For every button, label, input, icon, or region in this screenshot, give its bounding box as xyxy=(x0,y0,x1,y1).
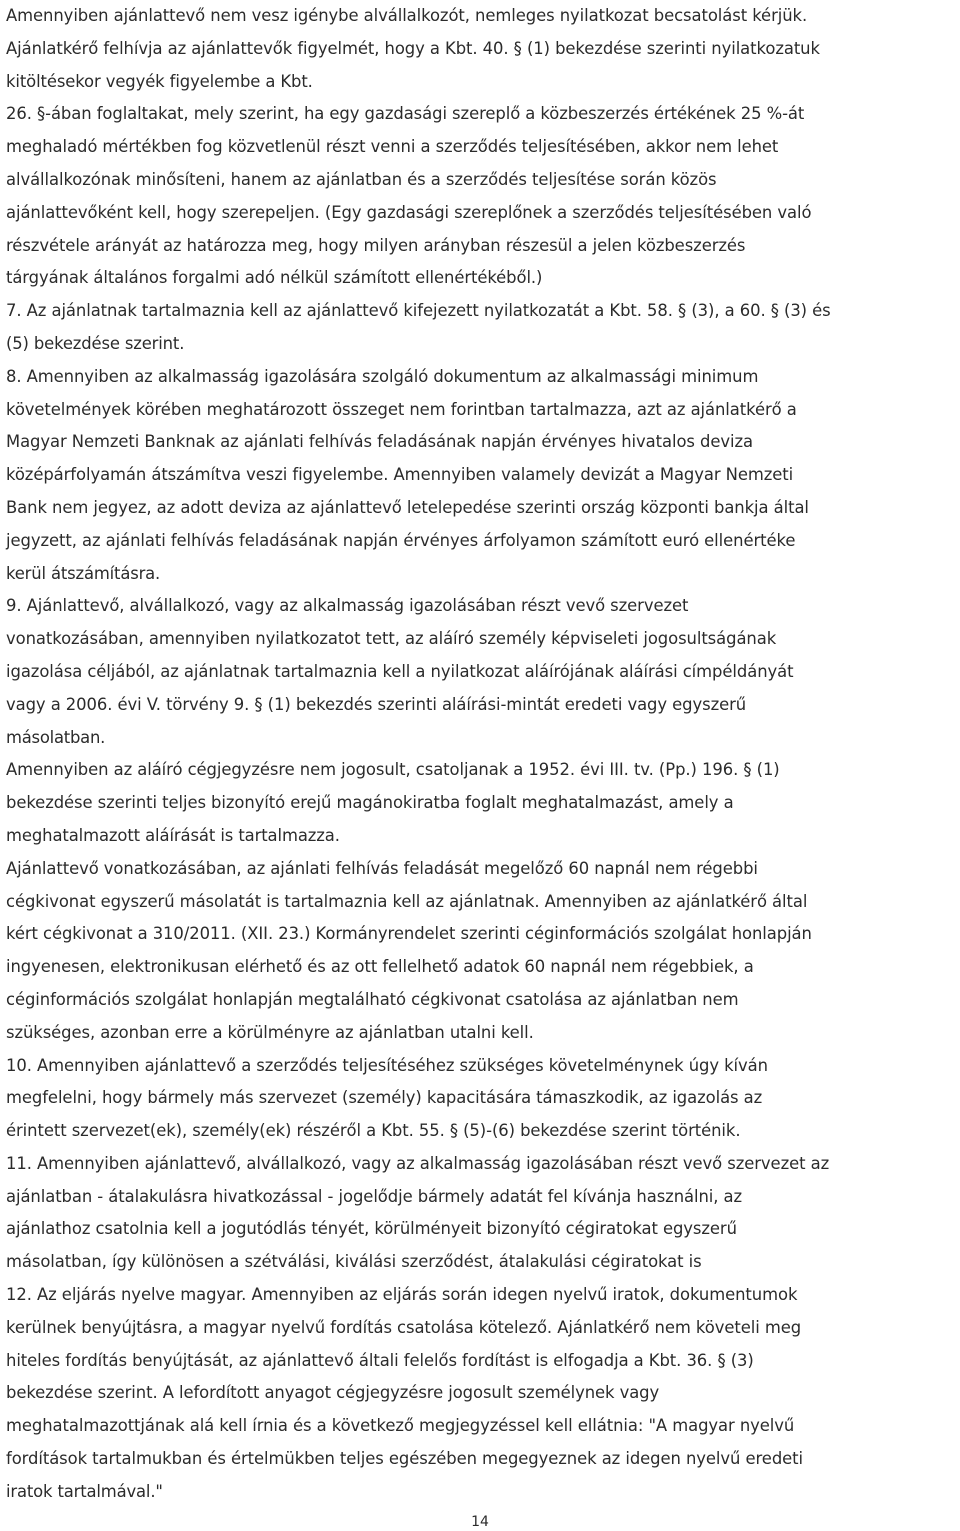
text-line: meghaladó mértékben fog közvetlenül részt venni a szerződés teljesítésében, akkor nem lehet xyxy=(6,137,779,157)
text-line: meghatalmazottjának alá kell írnia és a következő megjegyzéssel kell ellátnia: "A magyar nyelvű xyxy=(6,1416,795,1436)
text-line: vonatkozásában, amennyiben nyilatkozatot tett, az aláíró személy képviseleti jogosultságának xyxy=(6,629,777,649)
text-line: 26. §-ában foglaltakat, mely szerint, ha egy gazdasági szereplő a közbeszerzés értékének 25 %-át xyxy=(6,104,805,124)
text-line: 12. Az eljárás nyelve magyar. Amennyiben az eljárás során idegen nyelvű iratok, dokumentumok xyxy=(6,1285,798,1305)
text-line: másolatban, így különösen a szétválási, kiválási szerződést, átalakulási cégiratokat is xyxy=(6,1252,702,1272)
text-line: jegyzett, az ajánlati felhívás feladásának napján érvényes árfolyamon számított euró ellenértéke xyxy=(6,530,796,550)
text-line: alvállalkozónak minősíteni, hanem az ajánlatban és a szerződés teljesítése során közös xyxy=(6,169,717,189)
text-line: Amennyiben az aláíró cégjegyzésre nem jogosult, csatoljanak a 1952. évi III. tv. (Pp.) 196. § (1) xyxy=(6,760,780,780)
text-line: Ajánlatkérő felhívja az ajánlattevők figyelmét, hogy a Kbt. 40. § (1) bekezdése szerinti nyilatkozatuk xyxy=(6,38,820,58)
text-line: tárgyának általános forgalmi adó nélkül számított ellenértékéből.) xyxy=(6,268,543,288)
page-number: 14 xyxy=(471,1514,489,1530)
text-line: ajánlatban - átalakulásra hivatkozással - jogelődje bármely adatát fel kívánja használni, az xyxy=(6,1186,743,1206)
text-line: céginformációs szolgálat honlapján megtalálható cégkivonat csatolása az ajánlatban nem xyxy=(6,989,739,1009)
text-line: 8. Amennyiben az alkalmasság igazolására szolgáló dokumentum az alkalmassági minimum xyxy=(6,366,759,386)
text-line: vagy a 2006. évi V. törvény 9. § (1) bekezdés szerinti aláírási-mintát eredeti vagy egyszerű xyxy=(6,694,747,714)
text-line: 11. Amennyiben ajánlattevő, alvállalkozó, vagy az alkalmasság igazolásában részt vevő szervezet az xyxy=(6,1153,830,1173)
text-line: fordítások tartalmukban és értelmükben teljes egészében megegyeznek az idegen nyelvű eredeti xyxy=(6,1449,803,1469)
text-line: szükséges, azonban erre a körülményre az ajánlatban utalni kell. xyxy=(6,1022,534,1042)
text-line: megfelelni, hogy bármely más szervezet (személy) kapacitására támaszkodik, az igazolás az xyxy=(6,1088,763,1108)
text-line: bekezdése szerinti teljes bizonyító erejű magánokiratba foglalt meghatalmazást, amely a xyxy=(6,793,734,813)
text-line: 10. Amennyiben ajánlattevő a szerződés teljesítéséhez szükséges követelménynek úgy kíván xyxy=(6,1055,768,1075)
text-line: kért cégkivonat a 310/2011. (XII. 23.) Kormányrendelet szerinti céginformációs szolgálat honlapján xyxy=(6,924,812,944)
text-line: Bank nem jegyez, az adott deviza az ajánlattevő letelepedése szerinti ország központi bankja által xyxy=(6,497,809,517)
text-line: részvétele arányát az határozza meg, hogy milyen arányban részesül a jelen közbeszerzés xyxy=(6,235,746,255)
text-line: cégkivonat egyszerű másolatát is tartalmaznia kell az ajánlatnak. Amennyiben az ajánlatkérő által xyxy=(6,891,808,911)
text-line: 7. Az ajánlatnak tartalmaznia kell az ajánlattevő kifejezett nyilatkozatát a Kbt. 58. § (3), a 60. § (3) és xyxy=(6,301,831,321)
text-line: iratok tartalmával." xyxy=(6,1481,163,1501)
text-line: hiteles fordítás benyújtását, az ajánlattevő általi felelős fordítást is elfogadja a Kbt. 36. § (3) xyxy=(6,1350,754,1370)
text-line: ajánlathoz csatolnia kell a jogutódlás tényét, körülményeit bizonyító cégiratokat egyszerű xyxy=(6,1219,737,1239)
text-line: kerülnek benyújtásra, a magyar nyelvű fordítás csatolása kötelező. Ajánlatkérő nem követeli meg xyxy=(6,1317,802,1337)
document-body xyxy=(6,0,956,1509)
text-line: kitöltésekor vegyék figyelembe a Kbt. xyxy=(6,71,313,91)
text-line: (5) bekezdése szerint. xyxy=(6,333,185,353)
text-line: érintett szervezet(ek), személy(ek) részéről a Kbt. 55. § (5)-(6) bekezdése szerint történik. xyxy=(6,1121,741,1141)
text-line: meghatalmazott aláírását is tartalmazza. xyxy=(6,825,340,845)
text-line: Ajánlattevő vonatkozásában, az ajánlati felhívás feladását megelőző 60 napnál nem régebbi xyxy=(6,858,758,878)
text-line: követelmények körében meghatározott összeget nem forintban tartalmazza, azt az ajánlatkérő a xyxy=(6,399,797,419)
text-line: ajánlattevőként kell, hogy szerepeljen. (Egy gazdasági szereplőnek a szerződés teljesítésében való xyxy=(6,202,812,222)
text-line: középárfolyamán átszámítva veszi figyelembe. Amennyiben valamely devizát a Magyar Nemzeti xyxy=(6,465,794,485)
text-line: igazolása céljából, az ajánlatnak tartalmaznia kell a nyilatkozat aláírójának aláírási címpéldányát xyxy=(6,661,794,681)
text-line: Magyar Nemzeti Banknak az ajánlati felhívás feladásának napján érvényes hivatalos deviza xyxy=(6,432,753,452)
text-line: másolatban. xyxy=(6,727,106,747)
text-line: ingyenesen, elektronikusan elérhető és az ott fellelhető adatok 60 napnál nem régebbiek, a xyxy=(6,957,754,977)
text-line: 9. Ajánlattevő, alvállalkozó, vagy az alkalmasság igazolásában részt vevő szervezet xyxy=(6,596,689,616)
text-line: Amennyiben ajánlattevő nem vesz igénybe alvállalkozót, nemleges nyilatkozat becsatolást kérjük. xyxy=(6,6,808,25)
text-line: kerül átszámításra. xyxy=(6,563,161,583)
text-line: bekezdése szerint. A lefordított anyagot cégjegyzésre jogosult személynek vagy xyxy=(6,1383,660,1403)
